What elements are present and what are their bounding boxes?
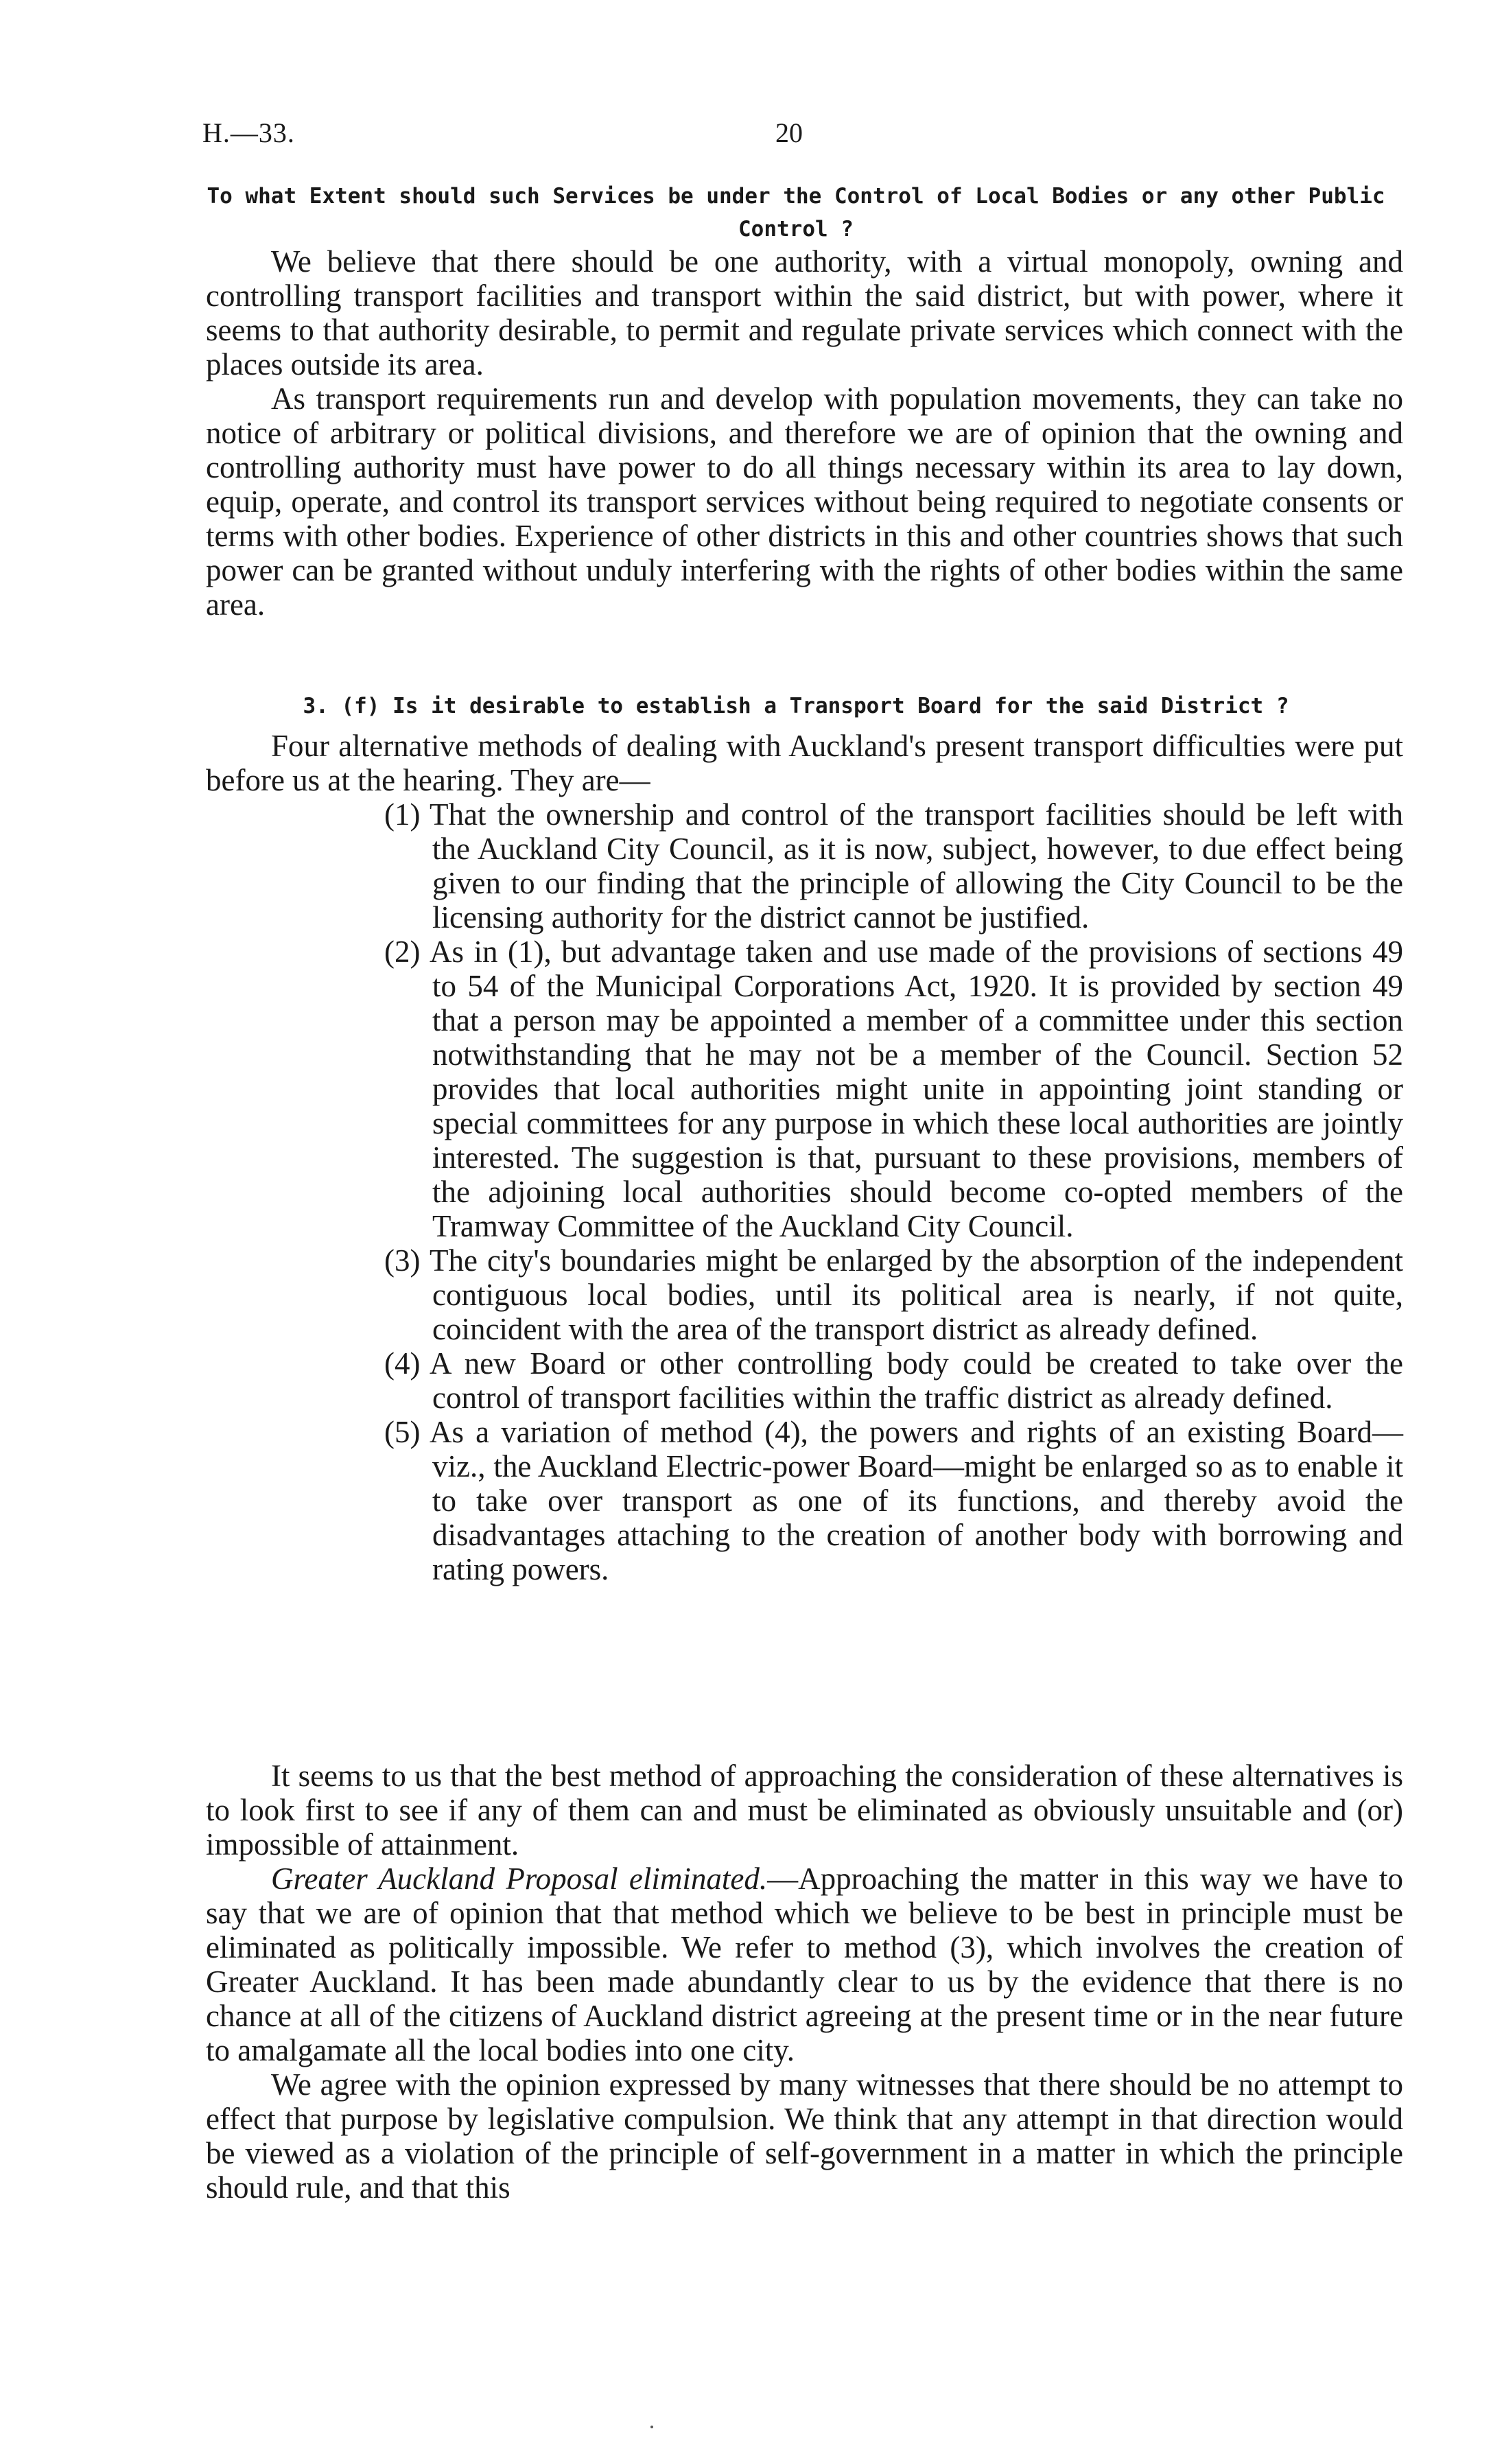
section-control-body — [206, 244, 1403, 622]
alternative-item-4 — [206, 1346, 1403, 1415]
paragraph-four-alternatives: Four alternative methods of dealing with Auckland's present transport difficulties were put before us at the hearing. They are— — [206, 729, 1403, 797]
alternative-text: A new Board or other controlling body could be created to take over the control of transport facilities within the traffic district as already defined. — [430, 1346, 1403, 1415]
greater-auckland-text: —Approaching the matter in this way we have to say that we are of opinion that that method which we believe to be best in principle must be eliminated as politically impossible. We refer to method (3), which involves the creation of Greater Auckland. It has been made abundantly clear to us by the evidence that there is no chance at all of the citizens of Auckland district agreeing at the present time or in the near future to amalgamate all the local bodies into one city. — [206, 1862, 1403, 2067]
alternative-number: (3) — [384, 1243, 421, 1278]
alternative-item-2 — [206, 935, 1403, 1243]
section-elimination-body — [206, 1759, 1403, 2205]
paragraph-one-authority: We believe that there should be one authority, with a virtual monopoly, owning and controlling transport facilities and transport within the said district, but with power, where it seems to that authority desirable, to permit and regulate private services which connect with the places outside its area. — [206, 244, 1403, 382]
alternative-number: (5) — [384, 1415, 421, 1449]
section-heading-transport-board: 3. (f) Is it desirable to establish a Transport Board for the said District ? — [303, 694, 1289, 718]
section-transport-board-body — [206, 729, 1403, 1586]
greater-auckland-lead: Greater Auckland Proposal eliminated. — [271, 1862, 768, 1896]
alternative-number: (1) — [384, 797, 421, 832]
document-reference: H.—33. — [202, 117, 295, 148]
paragraph-greater-auckland — [206, 1862, 1403, 2067]
alternatives-list — [206, 797, 1403, 1586]
paragraph-best-method: It seems to us that the best method of approaching the consideration of these alternatives is to look first to see if any of them can and must be eliminated as obviously unsuitable and (or) impossible of attainment. — [206, 1759, 1403, 1862]
page-speck — [650, 2426, 653, 2428]
alternative-text: As a variation of method (4), the powers and rights of an existing Board—viz., the Auckland Electric-power Board—might be enlarged so as to enable it to take over transport as one of its functions, and thereby avoid the disadvantages attaching to the creation of another body with borrowing and rating powers. — [430, 1415, 1403, 1586]
alternative-item-1 — [206, 797, 1403, 935]
section-heading-control: To what Extent should such Services be under the Control of Local Bodies or any other Public Control ? — [207, 184, 1385, 242]
alternative-item-3 — [206, 1243, 1403, 1346]
paragraph-transport-requirements: As transport requirements run and develop with population movements, they can take no notice of arbitrary or political divisions, and therefore we are of opinion that the owning and controlling authority must have power to do all things necessary within its area to lay down, equip, operate, and control its transport services without being required to negotiate consents or terms with other bodies. Experience of other districts in this and other countries shows that such power can be granted without unduly interfering with the rights of other bodies within the same area. — [206, 382, 1403, 622]
alternative-item-5 — [206, 1415, 1403, 1586]
alternative-number: (2) — [384, 935, 421, 969]
alternative-text: As in (1), but advantage taken and use made of the provisions of sections 49 to 54 of the Municipal Corporations Act, 1920. It is provided by section 49 that a person may be appointed a member of a committee under this section notwithstanding that he may not be a member of the Council. Section 52 provides that local authorities might unite in appointing joint standing or special committees for any purpose in which these local authorities are jointly interested. The suggestion is that, pursuant to these provisions, members of the adjoining local authorities should become co-opted members of the Tramway Committee of the Auckland City Council. — [430, 935, 1403, 1243]
paragraph-legislative-compulsion: We agree with the opinion expressed by many witnesses that there should be no attempt to effect that purpose by legislative compulsion. We think that any attempt in that direction would be viewed as a violation of the principle of self-government in a matter in which the principle should rule, and that this — [206, 2067, 1403, 2205]
alternative-number: (4) — [384, 1346, 421, 1381]
page-number: 20 — [775, 117, 803, 148]
alternative-text: The city's boundaries might be enlarged by the absorption of the independent contiguous local bodies, until its political area is nearly, if not quite, coincident with the area of the transport district as already defined. — [430, 1243, 1403, 1346]
alternative-text: That the ownership and control of the transport facilities should be left with the Auckland City Council, as it is now, subject, however, to due effect being given to our finding that the principle of allowing the City Council to be the licensing authority for the district cannot be justified. — [430, 797, 1403, 935]
